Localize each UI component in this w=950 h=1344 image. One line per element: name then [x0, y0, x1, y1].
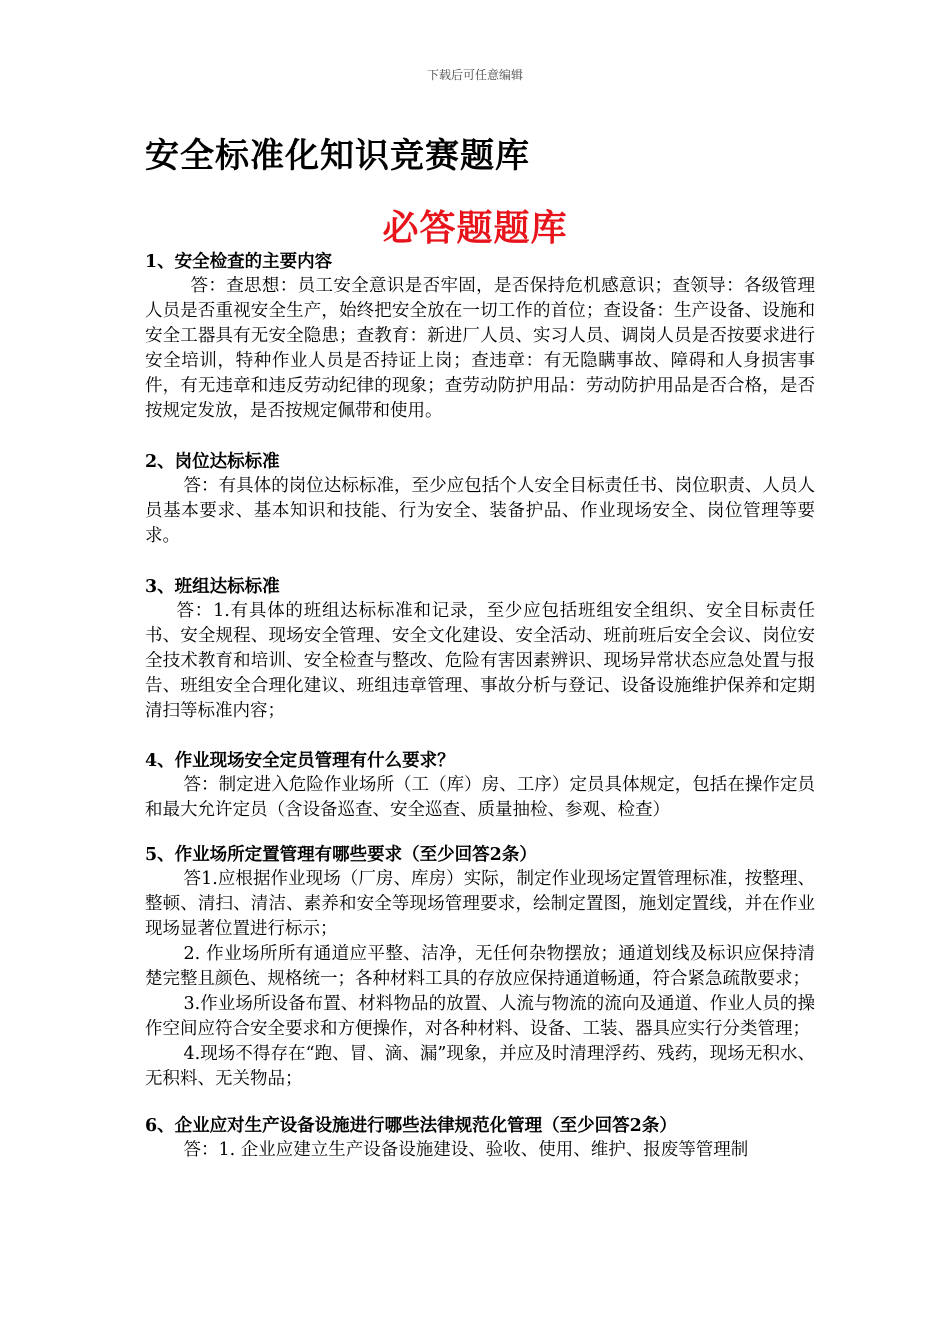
answer-paragraph: 4.现场不得存在“跑、冒、滴、漏”现象，并应及时清理浮药、残药，现场无积水、无积料、无关物品； — [145, 1044, 815, 1089]
question-block — [145, 575, 815, 724]
section-title: 必答题题库 — [382, 207, 568, 249]
answer-paragraph: 3.作业场所设备布置、材料物品的放置、人流与物流的流向及通道、作业人员的操作空间应符合安全要求和方便操作，对各种材料、设备、工装、器具应实行分类管理； — [145, 994, 815, 1039]
question-heading: 5、作业场所定置管理有哪些要求（至少回答2条） — [145, 845, 537, 865]
question-block — [145, 250, 815, 424]
answer-paragraph: 答：1. 企业应建立生产设备设施建设、验收、使用、维护、报废等管理制 — [183, 1140, 749, 1160]
answer-paragraph: 答：有具体的岗位达标标准，至少应包括个人安全目标责任书、岗位职责、人员人员基本要求、基本知识和技能、行为安全、装备护品、作业现场安全、岗位管理等要求。 — [145, 476, 815, 546]
answer-paragraph: 答：制定进入危险作业场所（工（库）房、工序）定员具体规定，包括在操作定员和最大允许定员（含设备巡查、安全巡查、质量抽检、参观、检查） — [145, 775, 815, 820]
question-block — [145, 843, 815, 1092]
answer-paragraph: 答1.应根据作业现场（厂房、库房）实际，制定作业现场定置管理标准，按整理、整顿、清扫、清洁、素养和安全等现场管理要求，绘制定置图，施划定置线，并在作业现场显著位置进行标示； — [145, 869, 815, 939]
answer-paragraph: 答：查思想：员工安全意识是否牢固，是否保持危机感意识；查领导：各级管理人员是否重视安全生产，始终把安全放在一切工作的首位；查设备：生产设备、设施和安全工器具有无安全隐患；查教育：新进厂人员、实习人员、调岗人员是否按要求进行安全培训，特种作业人员是否持证上岗；查违章：有无隐瞒事故、障碍和人身损害事件，有无违章和违反劳动纪律的现象；查劳动防护用品：劳动防护用品是否合格，是否按规定发放，是否按规定佩带和使用。 — [145, 276, 815, 421]
question-heading: 2、岗位达标标准 — [145, 452, 280, 472]
question-heading: 6、企业应对生产设备设施进行哪些法律规范化管理（至少回答2条） — [145, 1116, 677, 1136]
answer-paragraph: 2. 作业场所所有通道应平整、洁净，无任何杂物摆放；通道划线及标识应保持清楚完整且颜色、规格统一；各种材料工具的存放应保持通道畅通，符合紧急疏散要求； — [145, 944, 815, 989]
question-list — [145, 250, 815, 1163]
question-block — [145, 450, 815, 549]
question-heading: 3、班组达标标准 — [145, 577, 280, 597]
question-heading: 1、安全检查的主要内容 — [145, 252, 333, 272]
document-title: 安全标准化知识竞赛题库 — [145, 136, 530, 176]
question-block — [145, 749, 815, 823]
page-header: 下载后可任意编辑 — [426, 68, 523, 82]
question-heading: 4、作业现场安全定员管理有什么要求？ — [145, 751, 455, 771]
question-block — [145, 1114, 815, 1163]
answer-paragraph: 答：1.有具体的班组达标标准和记录，至少应包括班组安全组织、安全目标责任书、安全规程、现场安全管理、安全文化建设、安全活动、班前班后安全会议、岗位安全技术教育和培训、安全检查与整改、危险有害因素辨识、现场异常状态应急处置与报告、班组安全合理化建议、班组违章管理、事故分析与登记、设备设施维护保养和定期清扫等标准内容； — [145, 601, 815, 721]
